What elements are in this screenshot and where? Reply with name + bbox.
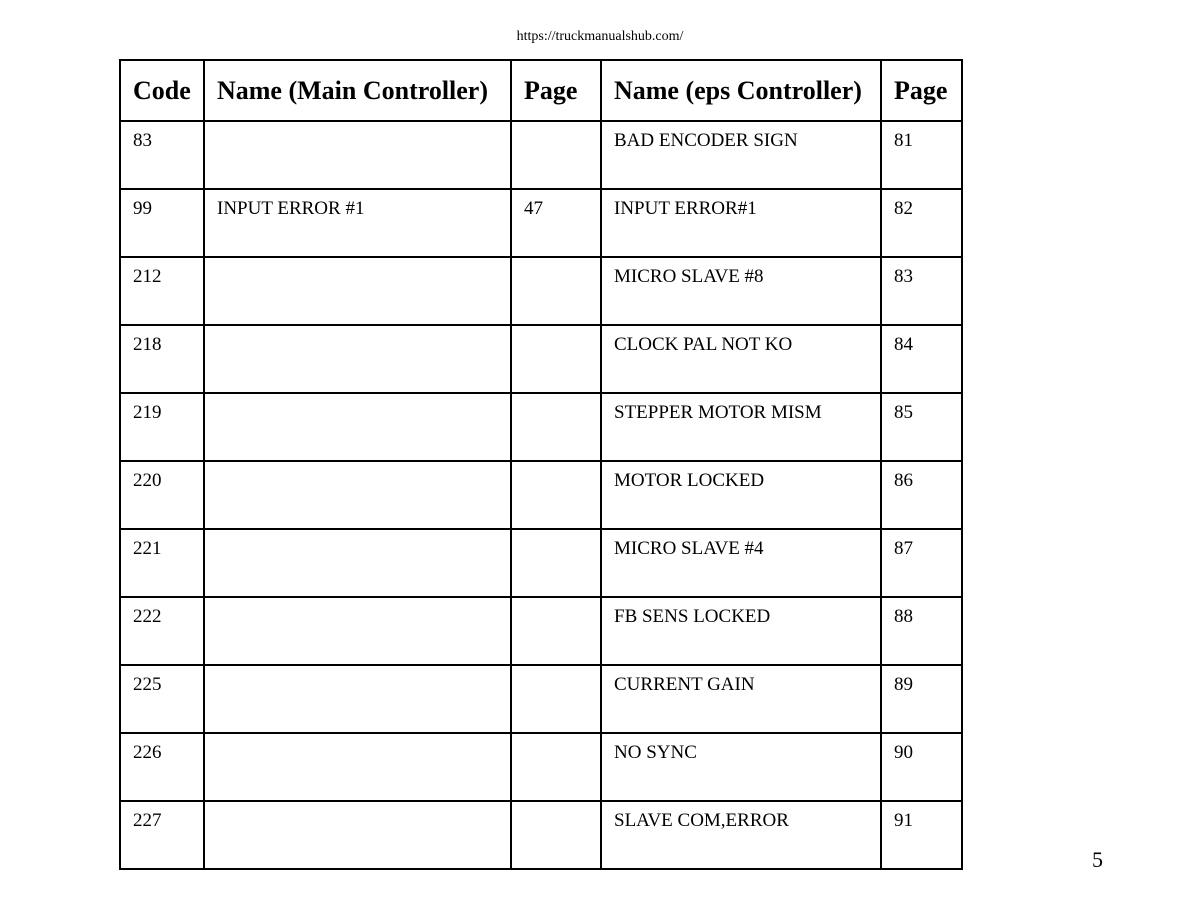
cell-eps-controller-name: NO SYNC bbox=[601, 733, 881, 801]
header-code: Code bbox=[120, 60, 204, 121]
cell-eps-controller-page: 88 bbox=[881, 597, 962, 665]
cell-main-controller-name: INPUT ERROR #1 bbox=[204, 189, 511, 257]
cell-main-controller-name bbox=[204, 733, 511, 801]
cell-code: 83 bbox=[120, 121, 204, 189]
cell-eps-controller-page: 86 bbox=[881, 461, 962, 529]
cell-main-controller-page bbox=[511, 121, 601, 189]
cell-code: 225 bbox=[120, 665, 204, 733]
cell-main-controller-page bbox=[511, 461, 601, 529]
cell-eps-controller-page: 82 bbox=[881, 189, 962, 257]
cell-main-controller-name bbox=[204, 597, 511, 665]
source-url[interactable]: https://truckmanualshub.com/ bbox=[516, 29, 684, 44]
table-row bbox=[120, 461, 962, 529]
cell-eps-controller-name: MOTOR LOCKED bbox=[601, 461, 881, 529]
cell-main-controller-name bbox=[204, 257, 511, 325]
cell-eps-controller-page: 91 bbox=[881, 801, 962, 869]
table-row bbox=[120, 733, 962, 801]
header-eps-controller-name: Name (eps Controller) bbox=[601, 60, 881, 121]
cell-code: 226 bbox=[120, 733, 204, 801]
cell-eps-controller-name: FB SENS LOCKED bbox=[601, 597, 881, 665]
cell-eps-controller-page: 89 bbox=[881, 665, 962, 733]
header-main-controller-page: Page bbox=[511, 60, 601, 121]
cell-eps-controller-name: BAD ENCODER SIGN bbox=[601, 121, 881, 189]
cell-main-controller-name bbox=[204, 393, 511, 461]
header-main-controller-name: Name (Main Controller) bbox=[204, 60, 511, 121]
cell-main-controller-name bbox=[204, 461, 511, 529]
cell-eps-controller-page: 87 bbox=[881, 529, 962, 597]
table-row bbox=[120, 665, 962, 733]
cell-main-controller-name bbox=[204, 325, 511, 393]
cell-main-controller-page bbox=[511, 393, 601, 461]
cell-code: 218 bbox=[120, 325, 204, 393]
cell-eps-controller-name: STEPPER MOTOR MISM bbox=[601, 393, 881, 461]
cell-eps-controller-name: MICRO SLAVE #4 bbox=[601, 529, 881, 597]
cell-code: 99 bbox=[120, 189, 204, 257]
cell-main-controller-page bbox=[511, 325, 601, 393]
cell-eps-controller-name: CURRENT GAIN bbox=[601, 665, 881, 733]
cell-main-controller-page bbox=[511, 801, 601, 869]
cell-main-controller-page bbox=[511, 733, 601, 801]
cell-code: 219 bbox=[120, 393, 204, 461]
cell-eps-controller-name: SLAVE COM,ERROR bbox=[601, 801, 881, 869]
cell-main-controller-page bbox=[511, 597, 601, 665]
table-row bbox=[120, 257, 962, 325]
cell-code: 212 bbox=[120, 257, 204, 325]
cell-eps-controller-page: 83 bbox=[881, 257, 962, 325]
table-header-row bbox=[120, 60, 962, 121]
table-row bbox=[120, 189, 962, 257]
cell-eps-controller-name: INPUT ERROR#1 bbox=[601, 189, 881, 257]
page-number: 5 bbox=[1092, 847, 1103, 872]
cell-eps-controller-page: 85 bbox=[881, 393, 962, 461]
table-row bbox=[120, 121, 962, 189]
cell-code: 227 bbox=[120, 801, 204, 869]
cell-main-controller-name bbox=[204, 529, 511, 597]
table-row bbox=[120, 597, 962, 665]
table-row bbox=[120, 393, 962, 461]
cell-main-controller-name bbox=[204, 801, 511, 869]
table-row bbox=[120, 325, 962, 393]
table-row bbox=[120, 529, 962, 597]
error-code-table bbox=[119, 59, 963, 870]
cell-eps-controller-page: 81 bbox=[881, 121, 962, 189]
cell-code: 220 bbox=[120, 461, 204, 529]
header-eps-controller-page: Page bbox=[881, 60, 962, 121]
cell-eps-controller-page: 84 bbox=[881, 325, 962, 393]
cell-code: 222 bbox=[120, 597, 204, 665]
cell-code: 221 bbox=[120, 529, 204, 597]
cell-main-controller-page bbox=[511, 665, 601, 733]
cell-eps-controller-page: 90 bbox=[881, 733, 962, 801]
cell-main-controller-page bbox=[511, 257, 601, 325]
cell-eps-controller-name: CLOCK PAL NOT KO bbox=[601, 325, 881, 393]
cell-eps-controller-name: MICRO SLAVE #8 bbox=[601, 257, 881, 325]
cell-main-controller-page: 47 bbox=[511, 189, 601, 257]
cell-main-controller-name bbox=[204, 665, 511, 733]
cell-main-controller-page bbox=[511, 529, 601, 597]
cell-main-controller-name bbox=[204, 121, 511, 189]
table-row bbox=[120, 801, 962, 869]
